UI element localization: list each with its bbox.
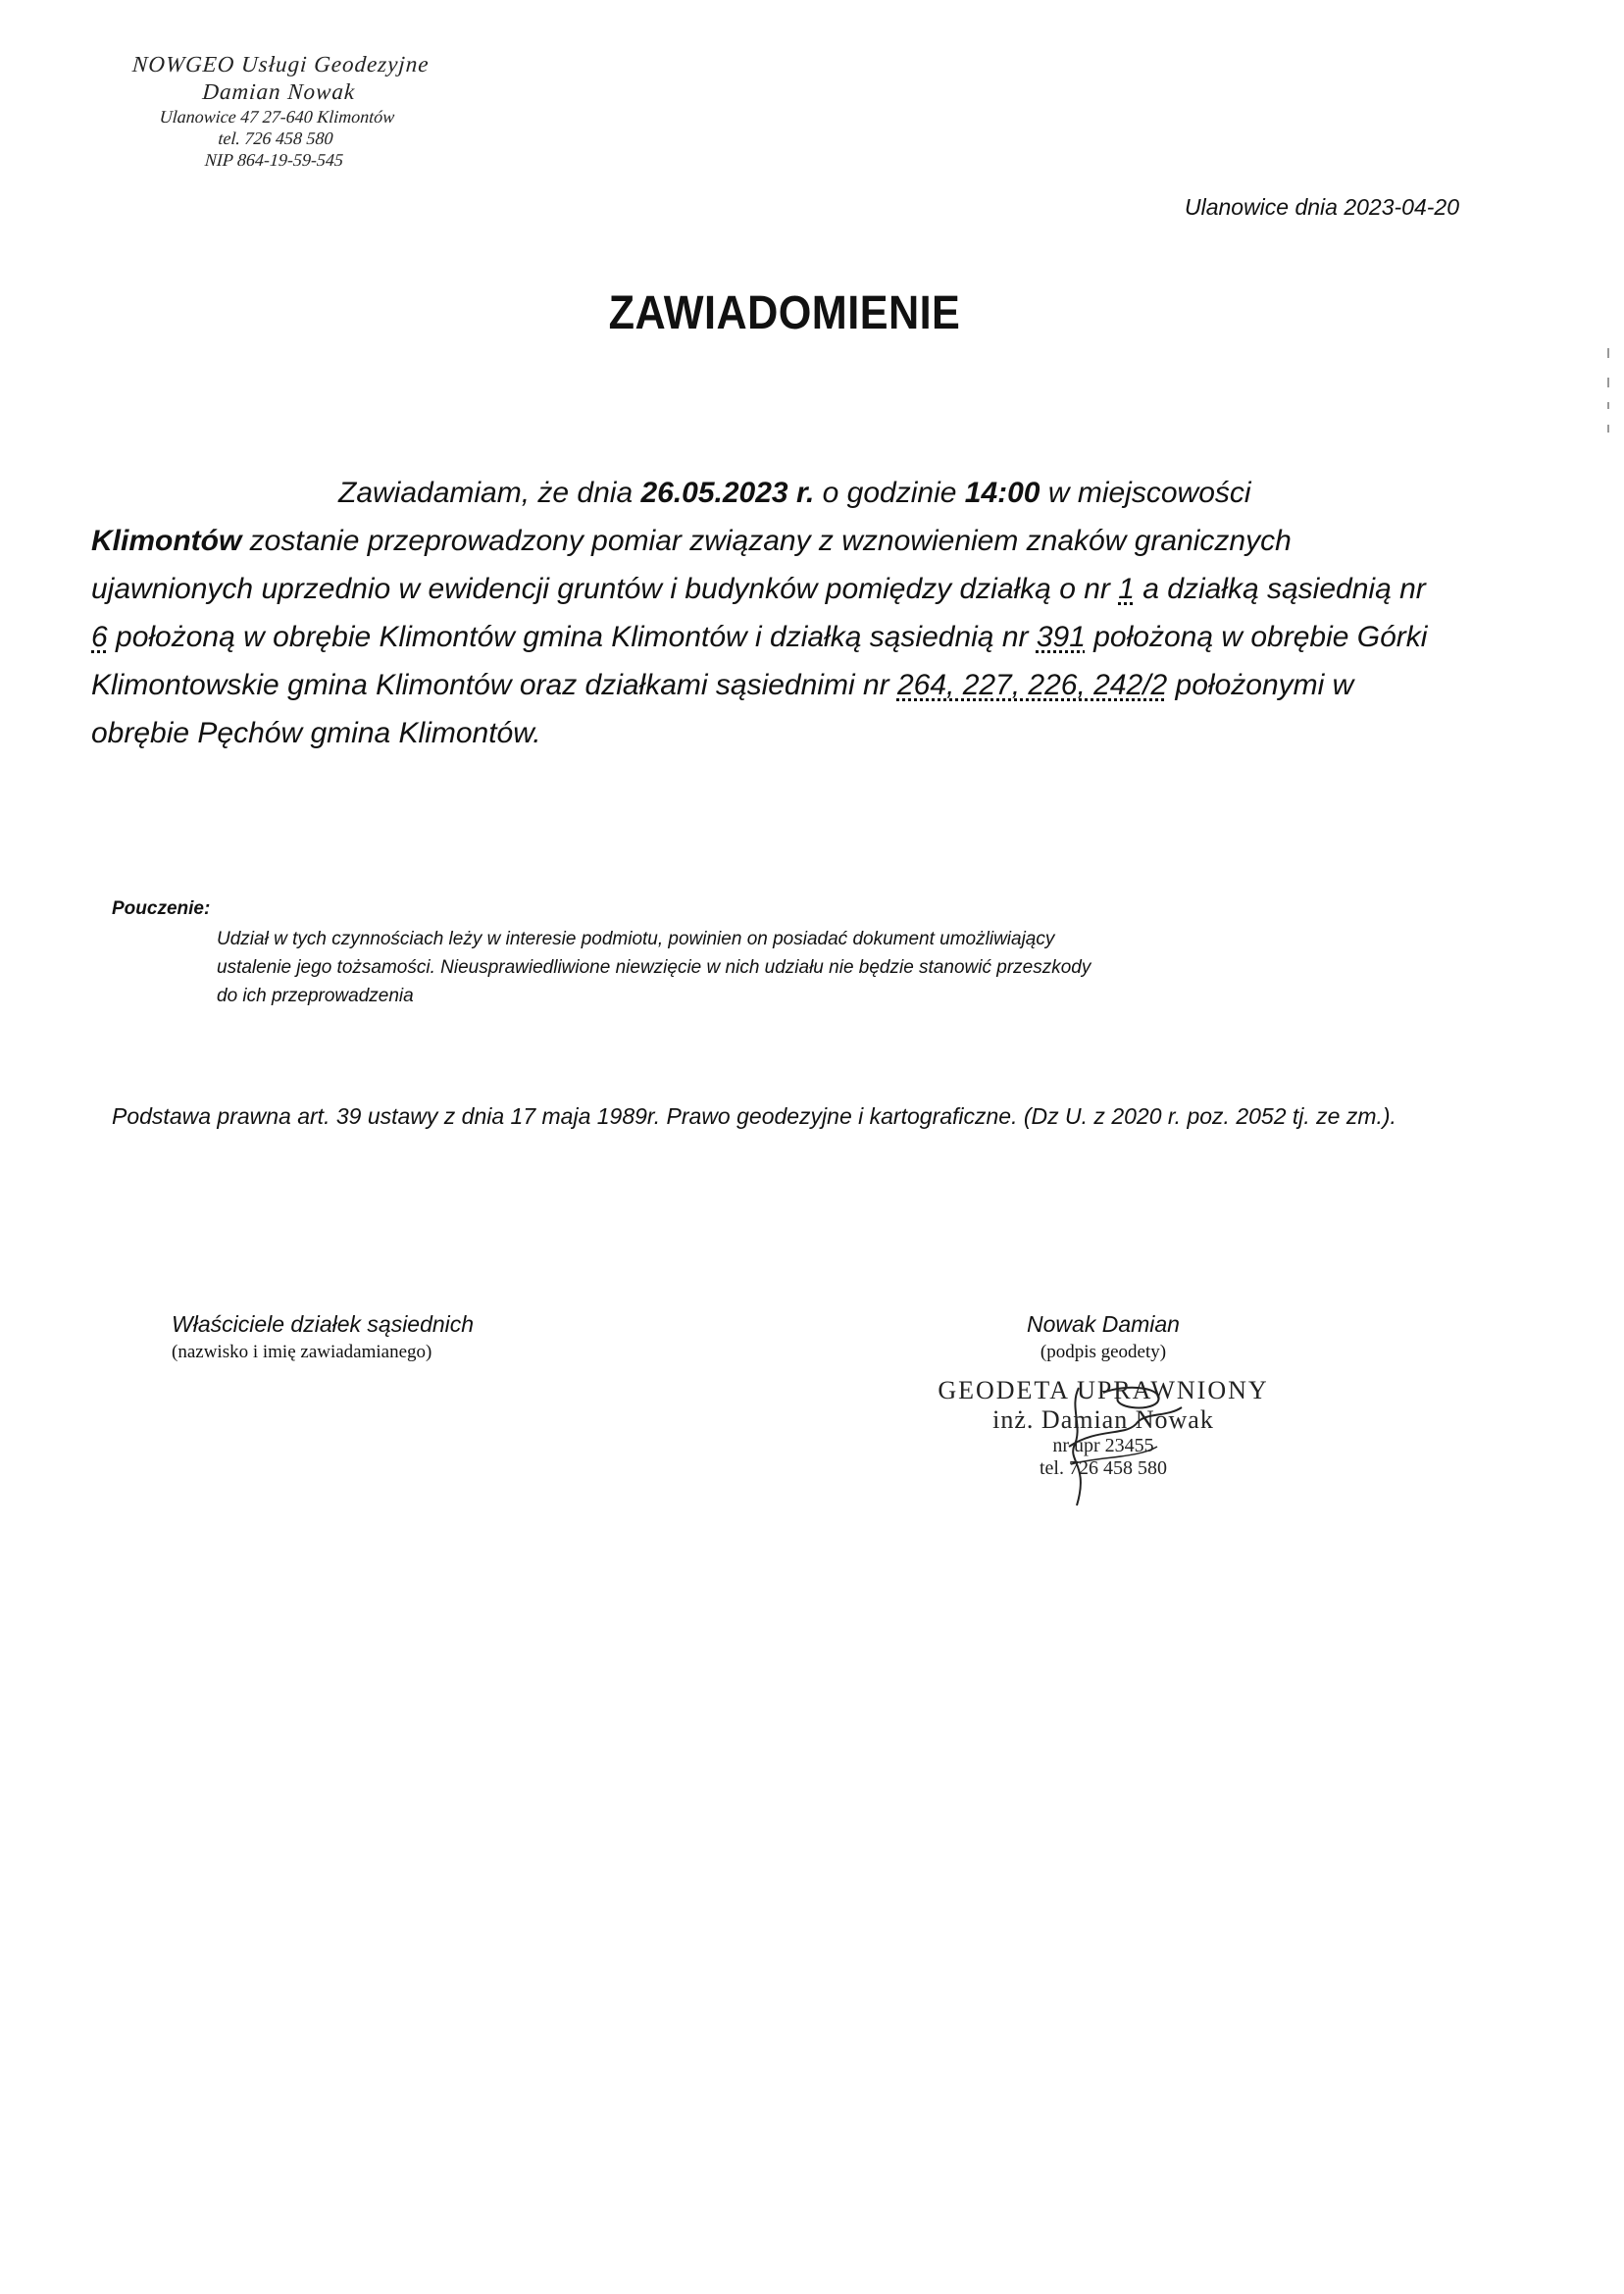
- company-name: NOWGEO Usługi Geodezyjne: [131, 52, 431, 76]
- body-text-1: Zawiadamiam, że dnia: [338, 477, 641, 509]
- scan-margin-marks: [1604, 348, 1614, 436]
- body-text-3: w miejscowości: [1040, 477, 1251, 509]
- instruction-line: do ich przeprowadzenia: [217, 986, 414, 1006]
- company-phone: tel. 726 458 580: [217, 128, 334, 148]
- plot-number: 6: [91, 621, 108, 653]
- body-text-8: położonymi w obrębie Pęchów gmina Klimontów.: [91, 669, 1354, 749]
- plot-number: 1: [1118, 573, 1135, 605]
- surveyor-sublabel: (podpis geodety): [1040, 1342, 1167, 1362]
- company-header: [82, 51, 474, 171]
- document-title: ZAWIADOMIENIE: [608, 287, 961, 339]
- owners-sublabel: (nazwisko i imię zawiadamianego): [172, 1342, 432, 1362]
- body-text-2: o godzinie: [814, 477, 965, 509]
- company-owner: Damian Nowak: [201, 79, 357, 104]
- body-text-7: położoną w obrębie Górki Klimontowskie gmina Klimontów oraz działkami sąsiednimi nr: [91, 621, 1428, 701]
- meeting-place: Klimontów: [91, 525, 242, 557]
- stamp-name: inż. Damian Nowak: [992, 1405, 1214, 1434]
- handwritten-signature: [1010, 1368, 1226, 1515]
- stamp-phone: tel. 726 458 580: [1040, 1457, 1167, 1479]
- notice-body: [91, 469, 1445, 757]
- instruction-line: Udział w tych czynnościach leży w interesie podmiotu, powinien on posiadać dokument umożliwiający: [217, 929, 1055, 949]
- stamp-title: GEODETA UPRAWNIONY: [938, 1376, 1269, 1404]
- body-text-4: zostanie przeprowadzony pomiar związany z wznowieniem znaków granicznych ujawnionych uprzednio w ewidencji gruntów i budynków pomiędzy działką o nr: [91, 525, 1292, 605]
- body-text-5: a działką sąsiednią nr: [1134, 573, 1426, 605]
- company-nip: NIP 864-19-59-545: [204, 150, 344, 170]
- instruction-text: [217, 925, 1197, 1010]
- owners-signature-block: [172, 1311, 485, 1363]
- plot-numbers: 264, 227, 226, 242/2: [896, 669, 1168, 701]
- surveyor-name: Nowak Damian: [1027, 1311, 1180, 1337]
- instruction-heading: Pouczenie:: [112, 898, 211, 919]
- surveyor-signature-block: [941, 1311, 1265, 1363]
- owners-label: Właściciele działek sąsiednich: [172, 1311, 475, 1337]
- meeting-date: 26.05.2023 r.: [640, 477, 815, 509]
- instruction-line: ustalenie jego tożsamości. Nieusprawiedliwione niewzięcie w nich udziału nie będzie stanowić przeszkody: [217, 957, 1091, 978]
- company-address: Ulanowice 47 27-640 Klimontów: [159, 107, 396, 127]
- plot-number: 391: [1036, 621, 1086, 653]
- body-text-6: położoną w obrębie Klimontów gmina Klimontów i działką sąsiednią nr: [107, 621, 1037, 653]
- place-date: Ulanowice dnia 2023-04-20: [1184, 194, 1459, 220]
- meeting-time: 14:00: [964, 477, 1040, 509]
- legal-basis: Podstawa prawna art. 39 ustawy z dnia 17 maja 1989r. Prawo geodezyjne i kartograficzne. (Dz U. z 2020 r. poz. 2052 tj. ze zm.).: [112, 1103, 1396, 1129]
- stamp-license: nr upr 23455: [1052, 1435, 1154, 1456]
